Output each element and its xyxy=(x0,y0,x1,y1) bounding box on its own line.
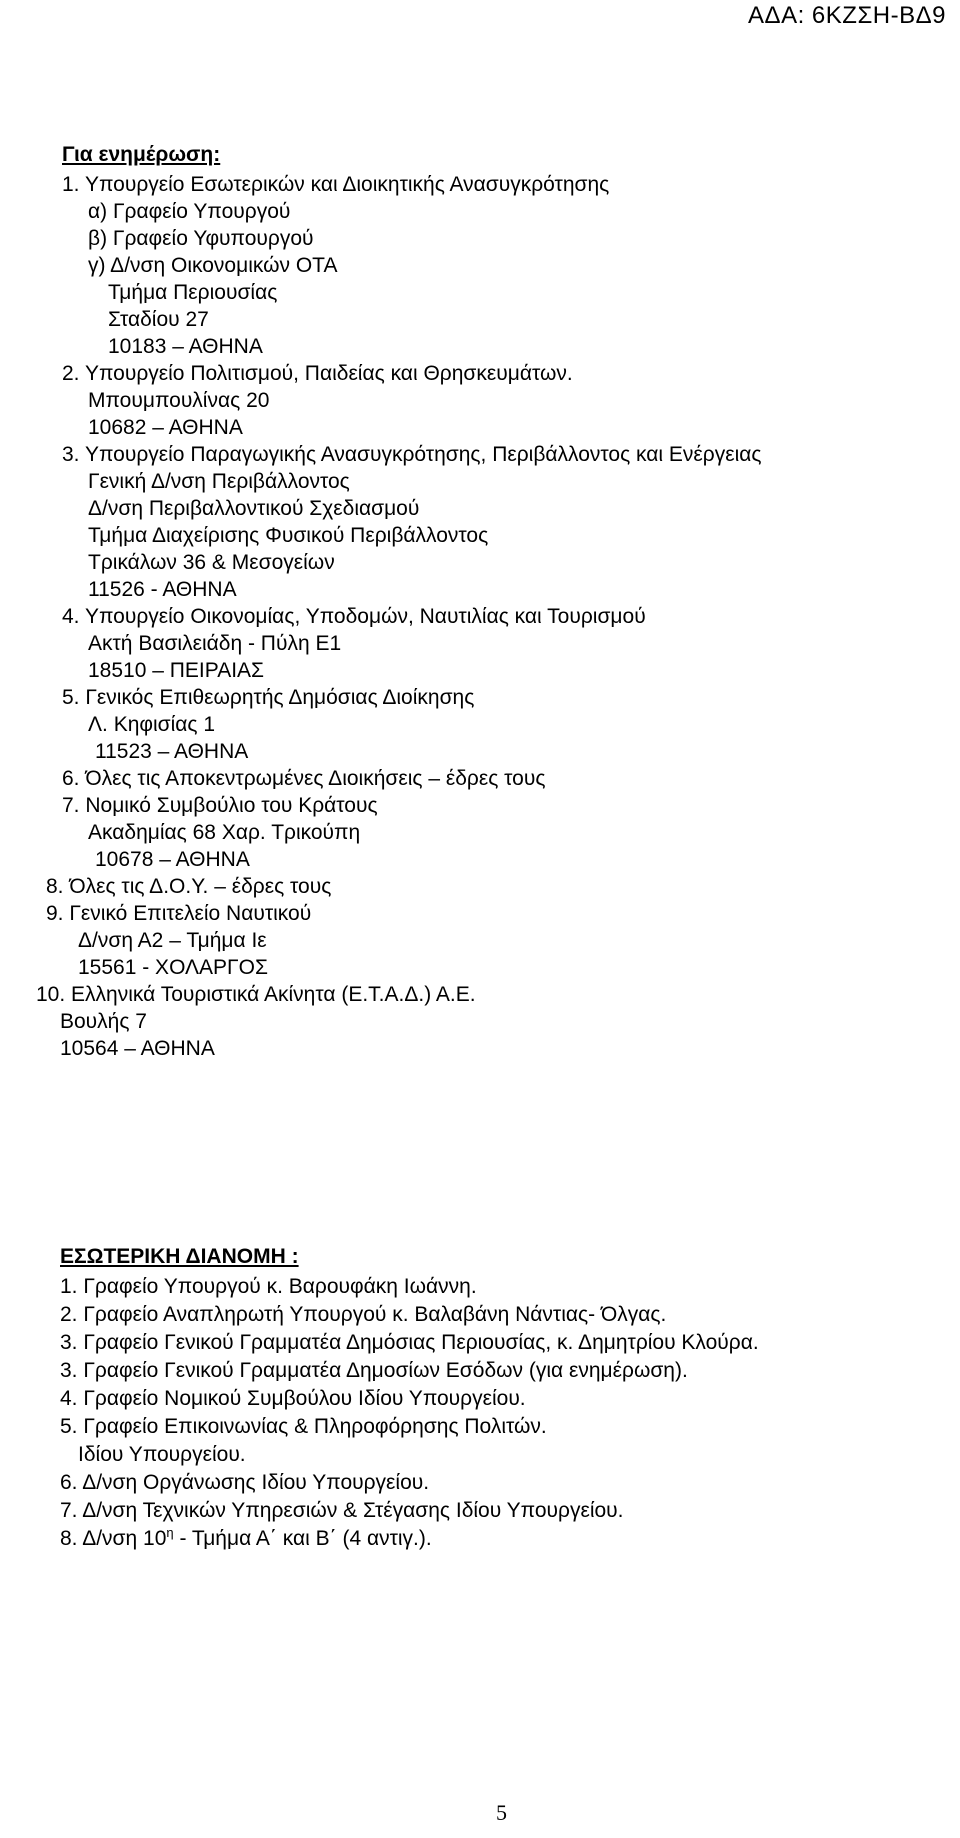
info-line: Σταδίου 27 xyxy=(108,308,209,331)
internal-line: 3. Γραφείο Γενικού Γραμματέα Δημοσίων Εσόδων (για ενημέρωση). xyxy=(60,1359,688,1382)
internal-line: 3. Γραφείο Γενικού Γραμματέα Δημόσιας Περιουσίας, κ. Δημητρίου Κλούρα. xyxy=(60,1331,759,1354)
info-line: Λ. Κηφισίας 1 xyxy=(88,713,216,736)
ada-code: ΑΔΑ: 6ΚΖΣΗ-ΒΔ9 xyxy=(748,2,946,29)
info-line: 18510 – ΠΕΙΡΑΙΑΣ xyxy=(88,659,265,682)
info-heading: Για ενημέρωση: xyxy=(62,143,221,166)
info-line: Δ/νση Περιβαλλοντικού Σχεδιασμού xyxy=(88,497,420,520)
internal-heading: ΕΣΩΤΕΡΙΚΗ ΔΙΑΝΟΜΗ : xyxy=(60,1245,299,1268)
info-line: 2. Υπουργείο Πολιτισμού, Παιδείας και Θρησκευμάτων. xyxy=(62,362,573,385)
internal-line: 4. Γραφείο Νομικού Συμβούλου Ιδίου Υπουργείου. xyxy=(60,1387,526,1410)
internal-line-last xyxy=(60,1526,432,1552)
internal-line: Ιδίου Υπουργείου. xyxy=(78,1443,246,1466)
info-line: Τμήμα Διαχείρισης Φυσικού Περιβάλλοντος xyxy=(88,524,489,547)
info-line: 7. Νομικό Συμβούλιο του Κράτους xyxy=(62,794,378,817)
info-line: Ακτή Βασιλειάδη - Πύλη Ε1 xyxy=(88,632,342,655)
internal-line: 5. Γραφείο Επικοινωνίας & Πληροφόρησης Πολιτών. xyxy=(60,1415,547,1438)
info-line: 5. Γενικός Επιθεωρητής Δημόσιας Διοίκησης xyxy=(62,686,475,709)
internal-line: 7. Δ/νση Τεχνικών Υπηρεσιών & Στέγασης Ιδίου Υπουργείου. xyxy=(60,1499,624,1522)
info-line: 10682 – ΑΘΗΝΑ xyxy=(88,416,243,439)
info-line: α) Γραφείο Υπουργού xyxy=(88,200,291,223)
internal-last-suffix: - Τμήμα Α΄ και Β΄ (4 αντιγ.). xyxy=(173,1527,432,1550)
info-line: Τμήμα Περιουσίας xyxy=(108,281,278,304)
internal-line: 6. Δ/νση Οργάνωσης Ιδίου Υπουργείου. xyxy=(60,1471,430,1494)
internal-line: 1. Γραφείο Υπουργού κ. Βαρουφάκη Ιωάννη. xyxy=(60,1275,477,1298)
ordinal-superscript: η xyxy=(166,1525,174,1540)
info-line: 4. Υπουργείο Οικονομίας, Υποδομών, Ναυτιλίας και Τουρισμού xyxy=(62,605,646,628)
info-line: Δ/νση Α2 – Τμήμα Ιε xyxy=(78,929,267,952)
info-line: 3. Υπουργείο Παραγωγικής Ανασυγκρότησης, Περιβάλλοντος και Ενέργειας xyxy=(62,443,762,466)
info-line: 10. Ελληνικά Τουριστικά Ακίνητα (Ε.Τ.Α.Δ.) Α.Ε. xyxy=(36,983,476,1006)
info-line: 8. Όλες τις Δ.Ο.Υ. – έδρες τους xyxy=(46,875,332,898)
info-line: γ) Δ/νση Οικονομικών ΟΤΑ xyxy=(88,254,338,277)
info-line: 1. Υπουργείο Εσωτερικών και Διοικητικής Ανασυγκρότησης xyxy=(62,173,610,196)
info-line: 10564 – ΑΘΗΝΑ xyxy=(60,1037,215,1060)
info-line: 9. Γενικό Επιτελείο Ναυτικού xyxy=(46,902,312,925)
info-line: 10183 – ΑΘΗΝΑ xyxy=(108,335,263,358)
info-line: 11523 – ΑΘΗΝΑ xyxy=(95,740,249,763)
info-line: β) Γραφείο Υφυπουργού xyxy=(88,227,314,250)
info-line: Τρικάλων 36 & Μεσογείων xyxy=(88,551,335,574)
info-line: Βουλής 7 xyxy=(60,1010,147,1033)
page-number: 5 xyxy=(496,1800,507,1825)
info-line: Ακαδημίας 68 Χαρ. Τρικούπη xyxy=(88,821,361,844)
info-line: Γενική Δ/νση Περιβάλλοντος xyxy=(88,470,350,493)
info-line: 10678 – ΑΘΗΝΑ xyxy=(95,848,250,871)
info-line: 6. Όλες τις Αποκεντρωμένες Διοικήσεις – έδρες τους xyxy=(62,767,546,790)
internal-last-prefix: 8. Δ/νση 10 xyxy=(60,1527,167,1550)
info-line: Μπουμπουλίνας 20 xyxy=(88,389,270,412)
info-line: 11526 - ΑΘΗΝΑ xyxy=(88,578,237,601)
info-line: 15561 - ΧΟΛΑΡΓΟΣ xyxy=(78,956,268,979)
internal-line: 2. Γραφείο Αναπληρωτή Υπουργού κ. Βαλαβάνη Νάντιας- Όλγας. xyxy=(60,1303,667,1326)
